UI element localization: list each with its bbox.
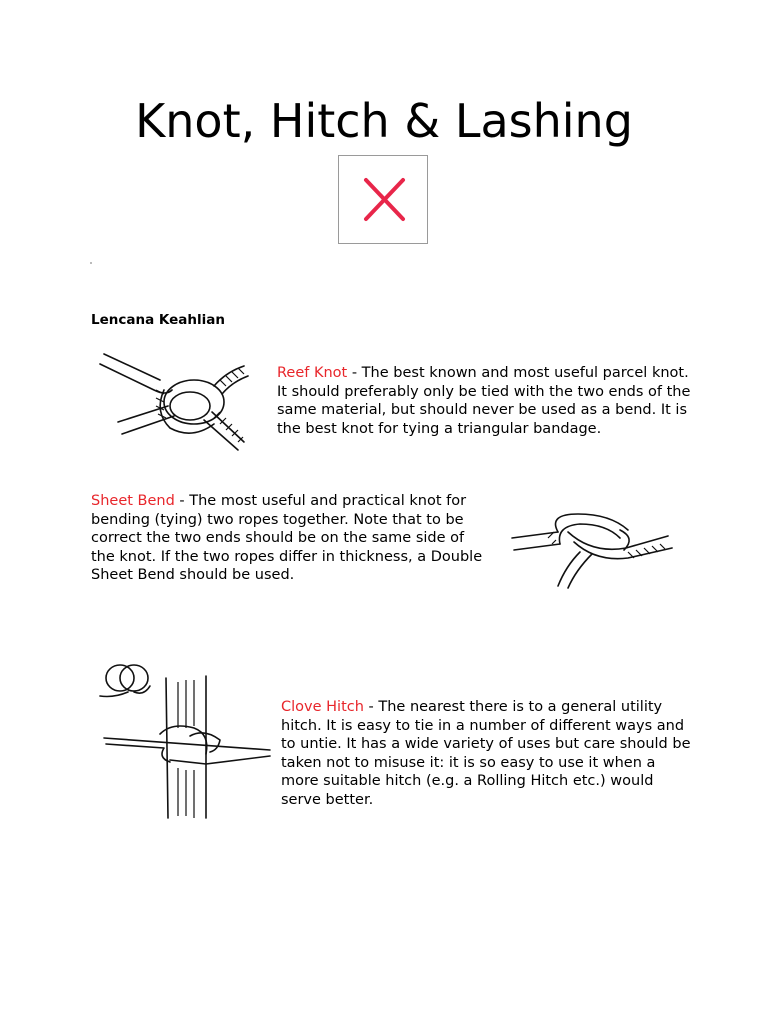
sheet-bend-illustration <box>508 508 678 590</box>
sheet-bend-description: - The most useful and practical knot for bending (tying) two ropes together. Note that to be correct the two ends should be on the same side of the knot. If the two ropes differ in thickness, a Double Sheet Bend should be used. <box>91 493 483 584</box>
sheet-bend-text <box>91 492 491 585</box>
reef-knot-description: - The best known and most useful parcel knot. It should preferably only be tied with the two ends of the same material, but should never be used as a bend. It is the best knot for tying a triangular bandage. <box>277 365 691 437</box>
section-heading: Lencana Keahlian <box>91 312 225 328</box>
page-title: Knot, Hitch & Lashing <box>135 94 633 148</box>
clove-hitch-description: - The nearest there is to a general utility hitch. It is easy to tie in a number of different ways and to untie. It has a wide variety of uses but care should be taken not to misuse it: it is so easy to use it when a more suitable hitch (e.g. a Rolling Hitch etc.) would serve better. <box>281 699 691 808</box>
reef-knot-term: Reef Knot <box>277 365 348 381</box>
reef-knot-illustration <box>94 350 264 460</box>
broken-image-placeholder <box>338 155 428 244</box>
broken-image-icon <box>339 156 427 243</box>
clove-hitch-illustration <box>94 658 274 823</box>
reef-knot-text <box>277 364 697 438</box>
stray-dot <box>90 262 92 264</box>
clove-hitch-term: Clove Hitch <box>281 699 364 715</box>
sheet-bend-term: Sheet Bend <box>91 493 175 509</box>
clove-hitch-text <box>281 698 691 810</box>
